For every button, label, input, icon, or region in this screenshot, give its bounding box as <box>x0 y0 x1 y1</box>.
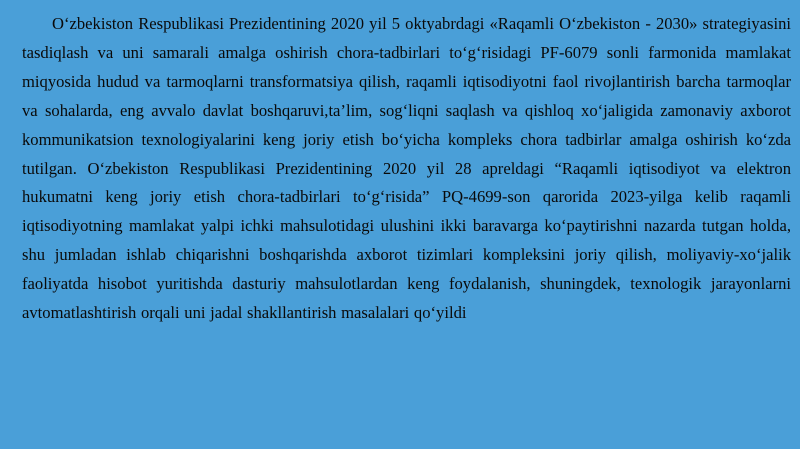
body-paragraph: O‘zbekiston Respublikasi Prezidentining 2020 yil 5 oktyabrdagi «Raqamli O‘zbekiston - 2030» strategiyasini tasdiqlash va uni samarali amalga oshirish chora-tadbirlari to‘g‘risidagi PF-6079 sonli farmonida mamlakat miqyosida hudud va tarmoqlarni transformatsiya qilish, raqamli iqtisodiyotni faol rivojlantirish barcha tarmoqlar va sohalarda, eng avvalo davlat boshqaruvi,ta’lim, sog‘liqni saqlash va qishloq xo‘jaligida zamonaviy axborot kommunikatsion texnologiyalarini keng joriy etish bo‘yicha kompleks chora tadbirlar amalga oshirish ko‘zda tutilgan. O‘zbekiston Respublikasi Prezidentining 2020 yil 28 apreldagi “Raqamli iqtisodiyot va elektron hukumatni keng joriy etish chora-tadbirlari to‘g‘risida” PQ-4699-son qarorida 2023-yilga kelib raqamli iqtisodiyotning mamlakat yalpi ichki mahsulotidagi ulushini ikki baravarga ko‘paytirishni nazarda tutgan holda, shu jumladan ishlab chiqarishni boshqarishda axborot tizimlari kompleksini joriy qilish, moliyaviy-xo‘jalik faoliyatda hisobot yuritishda dasturiy mahsulotlardan keng foydalanish, shuningdek, texnologik jarayonlarni avtomatlashtirish orqali uni jadal shakllantirish masalalari qo‘yildi <box>22 14 791 323</box>
